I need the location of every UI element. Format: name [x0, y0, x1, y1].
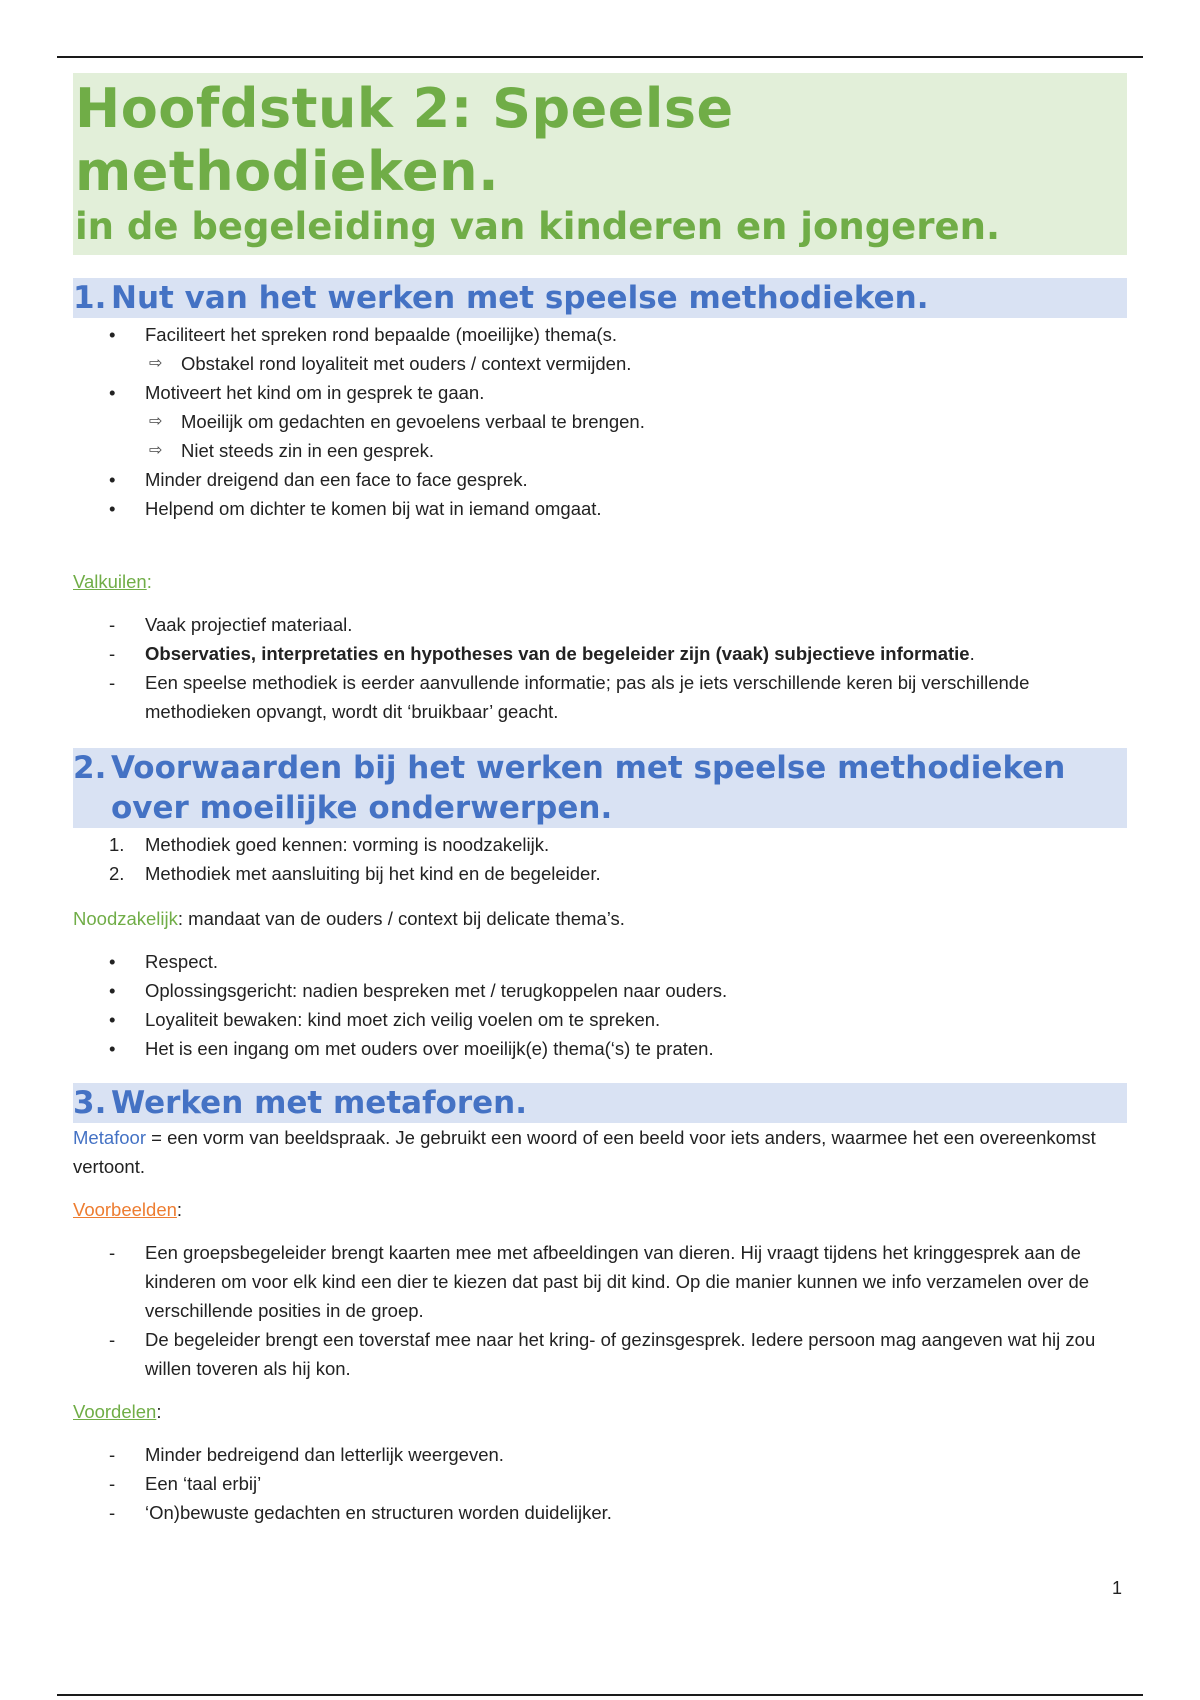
metaphor-definition: Metafoor = een vorm van beeldspraak. Je gebruikt een woord of een beeld voor iets anders, waarmee het een overeenkomst vertoont. [73, 1127, 1096, 1177]
bullet-dot-icon: • [109, 1009, 116, 1030]
dash-icon: - [109, 1329, 116, 1350]
list-item: - De begeleider brengt een toverstaf mee naar het kring- of gezinsgesprek. Iedere persoon mag aangeven wat hij zou willen toveren als hij kon. [73, 1325, 1127, 1383]
dash-icon: - [109, 1444, 116, 1465]
dash-icon: - [109, 614, 116, 635]
section-2-title-line-2: over moeilijke onderwerpen. [111, 790, 613, 826]
arrow-right-outline-icon: ⇨ [149, 413, 163, 430]
chapter-title-block [73, 73, 1127, 255]
pitfalls-label: Valkuilen [73, 571, 147, 592]
footer-rule [57, 1694, 1143, 1696]
section-2-heading [73, 748, 1127, 828]
list-item: - ‘On)bewuste gedachten en structuren worden duidelijker. [73, 1498, 1127, 1527]
dash-icon: - [109, 643, 116, 664]
list-item: - Vaak projectief materiaal. [73, 610, 1127, 639]
list-item: - Een speelse methodiek is eerder aanvullende informatie; pas als je iets verschillende keren bij verschillende methodieken opvangt, wordt dit ‘bruikbaar’ geacht. [73, 668, 1127, 726]
list-item: - Een groepsbegeleider brengt kaarten mee met afbeeldingen van dieren. Hij vraagt tijdens het kringgesprek aan de kinderen om voor elk kind een dier te kiezen dat past bij dit kind. Op die manier kunnen we info verzamelen over de verschillende posities in de groep. [73, 1238, 1127, 1325]
section-1-heading [73, 278, 1127, 318]
section-3-heading [73, 1083, 1127, 1123]
section-1-number: 1. [73, 280, 107, 316]
pitfalls-list [73, 610, 1127, 726]
section-3-number: 3. [73, 1085, 107, 1121]
page-number: 1 [1112, 1578, 1123, 1598]
bullet-dot-icon: • [109, 382, 116, 403]
list-item: • Motiveert het kind om in gesprek te gaan. [73, 378, 1127, 407]
advantages-list [73, 1440, 1127, 1527]
sub-list-item: ⇨ Obstakel rond loyaliteit met ouders / context vermijden. [73, 349, 1127, 378]
metaphor-term: Metafoor [73, 1127, 147, 1148]
list-item: • Helpend om dichter te komen bij wat in iemand omgaat. [73, 494, 1127, 523]
list-item: - Observaties, interpretaties en hypotheses van de begeleider zijn (vaak) subjectieve informatie. [73, 639, 1127, 668]
list-item: • Respect. [73, 947, 1127, 976]
section-1-bullet-list [73, 320, 1127, 523]
dash-icon: - [109, 1473, 116, 1494]
arrow-right-outline-icon: ⇨ [149, 442, 163, 459]
list-item: • Het is een ingang om met ouders over moeilijk(e) thema(‘s) te praten. [73, 1034, 1127, 1063]
document-page [73, 73, 1127, 1527]
sub-list-item: ⇨ Niet steeds zin in een gesprek. [73, 436, 1127, 465]
section-2-bullet-list [73, 947, 1127, 1063]
examples-list [73, 1238, 1127, 1383]
list-item: 1. Methodiek goed kennen: vorming is noodzakelijk. [109, 834, 550, 855]
list-item: - Een ‘taal erbij’ [73, 1469, 1127, 1498]
sub-list-item: ⇨ Moeilijk om gedachten en gevoelens verbaal te brengen. [73, 407, 1127, 436]
list-item: • Loyaliteit bewaken: kind moet zich veilig voelen om te spreken. [73, 1005, 1127, 1034]
advantages-label-line: Voordelen: [73, 1401, 162, 1422]
chapter-title-line-1: Hoofdstuk 2: Speelse [75, 77, 734, 140]
list-item: 2. Methodiek met aansluiting bij het kind en de begeleider. [109, 863, 601, 884]
list-item: - Minder bedreigend dan letterlijk weergeven. [73, 1440, 1127, 1469]
bullet-dot-icon: • [109, 498, 116, 519]
chapter-subtitle: in de begeleiding van kinderen en jongeren. [75, 205, 1001, 248]
section-2-title-line-1: Voorwaarden bij het werken met speelse methodieken [111, 750, 1066, 786]
necessary-paragraph: Noodzakelijk: mandaat van de ouders / context bij delicate thema’s. [73, 908, 625, 929]
dash-icon: - [109, 1502, 116, 1523]
dash-icon: - [109, 672, 116, 693]
bullet-dot-icon: • [109, 324, 116, 345]
chapter-title-line-2: methodieken. [75, 140, 500, 203]
section-2-numbered-list [73, 830, 1127, 888]
bullet-dot-icon: • [109, 1038, 116, 1059]
section-2-number: 2. [73, 750, 107, 786]
bullet-dot-icon: • [109, 469, 116, 490]
section-3-title: Werken met metaforen. [111, 1085, 528, 1121]
list-item: • Minder dreigend dan een face to face gesprek. [73, 465, 1127, 494]
examples-label: Voorbeelden [73, 1199, 177, 1220]
list-item: • Oplossingsgericht: nadien bespreken met / terugkoppelen naar ouders. [73, 976, 1127, 1005]
list-item: • Faciliteert het spreken rond bepaalde (moeilijke) thema(s. [73, 320, 1127, 349]
arrow-right-outline-icon: ⇨ [149, 355, 163, 372]
bullet-dot-icon: • [109, 951, 116, 972]
advantages-label: Voordelen [73, 1401, 157, 1422]
section-1-title: Nut van het werken met speelse methodieken. [111, 280, 929, 316]
pitfalls-label-line: Valkuilen: [73, 571, 152, 592]
header-rule [57, 56, 1143, 58]
bullet-dot-icon: • [109, 980, 116, 1001]
dash-icon: - [109, 1242, 116, 1263]
necessary-label: Noodzakelijk [73, 908, 178, 929]
examples-label-line: Voorbeelden: [73, 1199, 183, 1220]
